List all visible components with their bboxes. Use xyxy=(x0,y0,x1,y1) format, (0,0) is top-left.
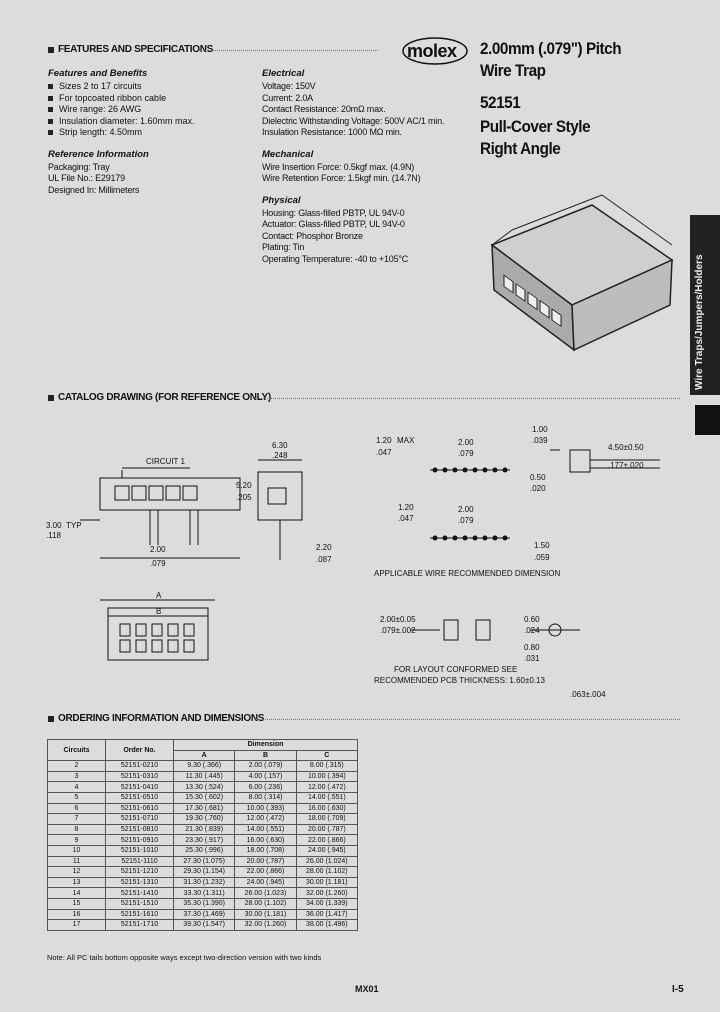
table-cell: 52151-0310 xyxy=(106,771,174,782)
table-cell: 8.00 (.314) xyxy=(235,792,296,803)
pcb-label: APPLICABLE WIRE RECOMMENDED DIMENSION xyxy=(374,569,561,578)
table-cell: 32.00 (1.260) xyxy=(296,888,357,899)
pcb-dim-047b: .047 xyxy=(398,514,414,523)
brand-logo xyxy=(401,36,469,72)
table-cell: 52151-0510 xyxy=(106,792,174,803)
table-cell: 52151-0410 xyxy=(106,782,174,793)
title-style: Pull-Cover Style xyxy=(480,117,591,136)
dim-630: 6.30 xyxy=(272,441,288,450)
ordering-table-body xyxy=(48,761,358,931)
pcb-dim-200-second: 2.00 xyxy=(458,505,474,514)
table-cell: 22.00 (.866) xyxy=(235,867,296,878)
table-cell: 13 xyxy=(48,877,106,888)
spec-line: Insulation Resistance: 1000 MΩ min. xyxy=(262,127,402,137)
table-cell: 16.00 (.630) xyxy=(296,803,357,814)
table-cell: 12.00 (.472) xyxy=(296,782,357,793)
spec-line: Plating: Tin xyxy=(262,242,305,252)
table-row xyxy=(48,920,358,931)
table-cell: 10 xyxy=(48,845,106,856)
ordering-table xyxy=(47,739,358,931)
table-cell: 52151-0210 xyxy=(106,761,174,772)
mechanical-heading: Mechanical xyxy=(262,148,314,160)
pcb-dim-039: .039 xyxy=(532,436,548,445)
table-cell: 52151-1510 xyxy=(106,898,174,909)
table-cell: 52151-0610 xyxy=(106,803,174,814)
table-row xyxy=(48,856,358,867)
specs-block xyxy=(262,68,472,265)
features-block xyxy=(48,68,248,196)
table-cell: 8 xyxy=(48,824,106,835)
table-cell: 26.00 (1.023) xyxy=(235,888,296,899)
spec-line: Actuator: Glass-filled PBTP, UL 94V-0 xyxy=(262,219,405,229)
table-cell: 12.00 (.472) xyxy=(235,814,296,825)
drawing-rule xyxy=(250,398,680,399)
table-cell: 18.00 (.709) xyxy=(296,814,357,825)
reference-heading: Reference Information xyxy=(48,148,149,160)
table-row xyxy=(48,803,358,814)
pcb-dim-080: 0.80 xyxy=(524,643,540,652)
table-row xyxy=(48,835,358,846)
pcb-dim-450: 4.50±0.50 xyxy=(608,443,644,452)
table-cell: 52151-0810 xyxy=(106,824,174,835)
table-cell: 31.30 (1.232) xyxy=(174,877,235,888)
table-cell: 7 xyxy=(48,814,106,825)
circuit-label: CIRCUIT 1 xyxy=(146,457,185,466)
dim-079: .079 xyxy=(150,559,166,568)
dim-087: .087 xyxy=(316,555,332,564)
dim-248: .248 xyxy=(272,451,288,460)
pcb-dim-079: .079 xyxy=(458,449,474,458)
title-product: Wire Trap xyxy=(480,61,546,80)
pcb-dim-120b: 1.20 xyxy=(398,503,414,512)
dim-200: 2.00 xyxy=(150,545,166,554)
table-cell: 2 xyxy=(48,761,106,772)
pcb-max-a: MAX xyxy=(397,436,415,445)
spec-line: Voltage: 150V xyxy=(262,81,316,91)
physical-heading: Physical xyxy=(262,194,301,206)
title-series: 52151 xyxy=(480,93,521,112)
table-cell: 27.30 (1.075) xyxy=(174,856,235,867)
pcb-dim-079-second: .079 xyxy=(458,516,474,525)
ordering-note: Note: All PC tails bottom opposite ways except two-direction version with two kinds xyxy=(47,953,322,962)
table-cell: 52151-1110 xyxy=(106,856,174,867)
title-pitch: 2.00mm (.079") Pitch xyxy=(480,39,622,58)
pcb-dim-031: .031 xyxy=(524,654,540,663)
table-cell: 18.00 (.708) xyxy=(235,845,296,856)
pcb-dim-079tol: .079±.002 xyxy=(380,626,416,635)
table-row xyxy=(48,845,358,856)
dim-label-b: B xyxy=(156,607,162,616)
dim-220: 2.20 xyxy=(316,543,332,552)
features-heading: Features and Benefits xyxy=(48,68,148,79)
spec-line: Contact Resistance: 20mΩ max. xyxy=(262,104,386,114)
table-cell: 24.00 (.945) xyxy=(296,845,357,856)
table-cell: 52151-1010 xyxy=(106,845,174,856)
catalog-drawing xyxy=(40,410,680,710)
col-a: A xyxy=(174,750,235,761)
molex-logo-icon xyxy=(401,36,469,66)
pcb-dim-050: 0.50 xyxy=(530,473,546,482)
table-cell: 34.00 (1.339) xyxy=(296,898,357,909)
table-cell: 10.00 (.393) xyxy=(235,803,296,814)
list-item: Insulation diameter: 1.60mm max. xyxy=(48,116,248,128)
table-cell: 14.00 (.551) xyxy=(296,792,357,803)
table-cell: 52151-1210 xyxy=(106,867,174,878)
table-cell: 39.30 (1.547) xyxy=(174,920,235,931)
table-row xyxy=(48,771,358,782)
table-cell: 23.30 (.917) xyxy=(174,835,235,846)
table-cell: 16 xyxy=(48,909,106,920)
spec-line: Housing: Glass-filled PBTP, UL 94V-0 xyxy=(262,207,405,218)
list-item: Sizes 2 to 17 circuits xyxy=(48,81,248,93)
table-cell: 33.30 (1.311) xyxy=(174,888,235,899)
pcb-note-2: RECOMMENDED PCB THICKNESS: 1.60±0.13 xyxy=(374,676,545,685)
table-cell: 2.00 (.079) xyxy=(235,761,296,772)
table-cell: 15.30 (.602) xyxy=(174,792,235,803)
pcb-note-1: FOR LAYOUT CONFORMED SEE xyxy=(394,665,518,674)
table-cell: 37.30 (1.469) xyxy=(174,909,235,920)
pcb-dim-060: 0.60 xyxy=(524,615,540,624)
table-row xyxy=(48,824,358,835)
table-cell: 6.00 (.236) xyxy=(235,782,296,793)
table-cell: 4.00 (.157) xyxy=(235,771,296,782)
reference-line: Packaging: Tray xyxy=(48,161,110,172)
table-cell: 30.00 (1.181) xyxy=(296,877,357,888)
ordering-section-title: ORDERING INFORMATION AND DIMENSIONS xyxy=(48,713,264,724)
dim-205: .205 xyxy=(236,493,252,502)
table-cell: 14 xyxy=(48,888,106,899)
features-section-title: FEATURES AND SPECIFICATIONS xyxy=(48,44,213,55)
col-dimension: Dimension xyxy=(174,740,358,751)
col-b: B xyxy=(235,750,296,761)
title-block xyxy=(480,38,680,160)
table-cell: 24.00 (.945) xyxy=(235,877,296,888)
brand-text: molex xyxy=(407,41,457,61)
pcb-dim-059: .059 xyxy=(534,553,550,562)
table-cell: 36.00 (1.417) xyxy=(296,909,357,920)
table-cell: 52151-1610 xyxy=(106,909,174,920)
table-cell: 4 xyxy=(48,782,106,793)
pcb-dim-047a: .047 xyxy=(376,448,392,457)
dim-typ: TYP xyxy=(66,521,82,530)
table-cell: 26.00 (1.024) xyxy=(296,856,357,867)
table-header-row xyxy=(48,740,358,751)
table-row xyxy=(48,909,358,920)
pcb-dim-024: .024 xyxy=(524,626,540,635)
table-cell: 35.30 (1.390) xyxy=(174,898,235,909)
table-cell: 52151-1710 xyxy=(106,920,174,931)
table-cell: 19.30 (.760) xyxy=(174,814,235,825)
dim-300: 3.00 xyxy=(46,521,62,530)
pcb-dim-200tol: 2.00±0.05 xyxy=(380,615,416,624)
title-angle: Right Angle xyxy=(480,139,561,158)
section-bullet-icon xyxy=(48,47,54,53)
table-cell: 25.30 (.996) xyxy=(174,845,235,856)
list-item: For topcoated ribbon cable xyxy=(48,93,248,105)
table-cell: 13.30 (.524) xyxy=(174,782,235,793)
list-item: Wire range: 26 AWG xyxy=(48,104,248,116)
pcb-dim-020: .020 xyxy=(530,484,546,493)
table-cell: 3 xyxy=(48,771,106,782)
pcb-note-3: .063±.004 xyxy=(570,690,606,699)
section-bullet-icon xyxy=(48,716,54,722)
table-row xyxy=(48,782,358,793)
table-cell: 28.00 (1.102) xyxy=(235,898,296,909)
table-cell: 29.30 (1.154) xyxy=(174,867,235,878)
pcb-dim-200: 2.00 xyxy=(458,438,474,447)
table-cell: 9.30 (.366) xyxy=(174,761,235,772)
reference-line: Designed In: Millimeters xyxy=(48,184,140,195)
table-cell: 6 xyxy=(48,803,106,814)
table-cell: 52151-0710 xyxy=(106,814,174,825)
col-order-no: Order No. xyxy=(106,740,174,761)
table-cell: 8.00 (.315) xyxy=(296,761,357,772)
table-cell: 10.00 (.394) xyxy=(296,771,357,782)
table-cell: 28.00 (1.102) xyxy=(296,867,357,878)
table-cell: 21.30 (.839) xyxy=(174,824,235,835)
table-cell: 12 xyxy=(48,867,106,878)
table-row xyxy=(48,867,358,878)
table-cell: 16.00 (.630) xyxy=(235,835,296,846)
table-cell: 17.30 (.681) xyxy=(174,803,235,814)
dim-118: .118 xyxy=(46,531,61,540)
table-row xyxy=(48,814,358,825)
table-row xyxy=(48,877,358,888)
table-cell: 52151-1310 xyxy=(106,877,174,888)
table-cell: 11.30 (.445) xyxy=(174,771,235,782)
table-cell: 15 xyxy=(48,898,106,909)
spec-line: Dielectric Withstanding Voltage: 500V AC/1 min. xyxy=(262,115,445,126)
table-row xyxy=(48,792,358,803)
pcb-dim-120a: 1.20 xyxy=(376,436,392,445)
spec-line: Wire Retention Force: 1.5kgf min. (14.7N) xyxy=(262,173,421,183)
sidebar-category-label: Wire Traps/Jumpers/Holders xyxy=(694,254,705,390)
product-photo xyxy=(482,190,677,360)
drawing-section-title: CATALOG DRAWING (FOR REFERENCE ONLY) xyxy=(48,392,271,403)
dim-520: 5.20 xyxy=(236,481,252,490)
section-bullet-icon xyxy=(48,395,54,401)
ordering-rule xyxy=(256,719,680,720)
table-cell: 20.00 (.787) xyxy=(296,824,357,835)
pcb-dim-100: 1.00 xyxy=(532,425,548,434)
spec-line: Operating Temperature: -40 to +105°C xyxy=(262,253,409,264)
table-cell: 17 xyxy=(48,920,106,931)
spec-line: Current: 2.0A xyxy=(262,92,313,103)
electrical-heading: Electrical xyxy=(262,68,305,79)
dim-label-a: A xyxy=(156,591,162,600)
table-cell: 5 xyxy=(48,792,106,803)
spec-line: Wire Insertion Force: 0.5kgf max. (4.9N) xyxy=(262,161,415,172)
col-c: C xyxy=(296,750,357,761)
table-cell: 52151-1410 xyxy=(106,888,174,899)
table-cell: 22.00 (.866) xyxy=(296,835,357,846)
pcb-dim-150: 1.50 xyxy=(534,541,550,550)
table-cell: 20.00 (.787) xyxy=(235,856,296,867)
table-cell: 38.00 (1.496) xyxy=(296,920,357,931)
list-item: Strip length: 4.50mm xyxy=(48,127,248,139)
footer-code: MX01 xyxy=(355,984,379,994)
table-cell: 14.00 (.551) xyxy=(235,824,296,835)
table-row xyxy=(48,898,358,909)
table-cell: 30.00 (1.181) xyxy=(235,909,296,920)
col-circuits: Circuits xyxy=(48,740,106,761)
table-cell: 11 xyxy=(48,856,106,867)
table-row xyxy=(48,761,358,772)
pcb-dim-177: .177±.020 xyxy=(608,461,644,470)
spec-line: Contact: Phosphor Bronze xyxy=(262,230,363,241)
page-number: I-5 xyxy=(672,984,684,995)
header-rule xyxy=(198,50,378,51)
table-cell: 32.00 (1.260) xyxy=(235,920,296,931)
sidebar-tab-marker xyxy=(695,405,720,435)
features-list xyxy=(48,81,248,139)
table-row xyxy=(48,888,358,899)
table-cell: 52151-0910 xyxy=(106,835,174,846)
reference-line: UL File No.: E29179 xyxy=(48,173,125,183)
table-cell: 9 xyxy=(48,835,106,846)
